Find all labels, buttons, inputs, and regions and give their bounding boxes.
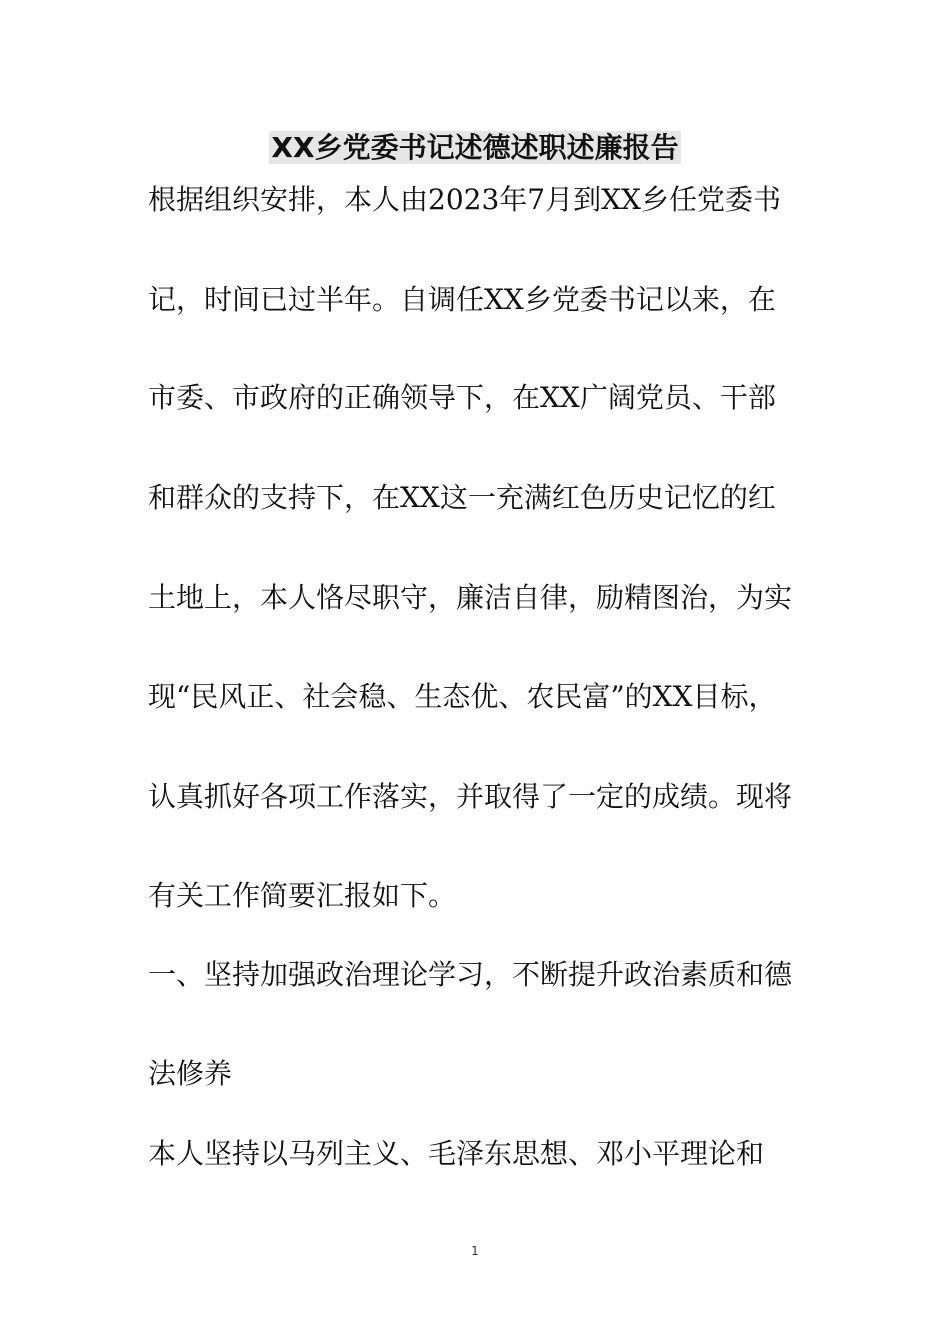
section-heading-line-2: 法修养 (148, 1057, 233, 1090)
body-line-9: 本人坚持以马列主义、毛泽东思想、邓小平理论和 (148, 1137, 765, 1170)
body-line-2: 记，时间已过半年。自调任XX乡党委书记以来，在 (148, 283, 776, 316)
body-line-8: 有关工作简要汇报如下。 (148, 879, 457, 912)
body-line-4: 和群众的支持下，在XX这一充满红色历史记忆的红 (148, 481, 776, 514)
body-line-6: 现“民风正、社会稳、生态优、农民富”的XX目标， (148, 680, 777, 713)
section-heading-line-1: 一、坚持加强政治理论学习，不断提升政治素质和德 (148, 958, 793, 991)
body-line-7: 认真抓好各项工作落实，并取得了一定的成绩。现将 (148, 780, 793, 813)
page-number: 1 (471, 1244, 479, 1258)
body-line-1: 根据组织安排，本人由2023年7月到XX乡任党委书 (148, 183, 781, 216)
body-line-3: 市委、市政府的正确领导下，在XX广阔党员、干部 (148, 381, 776, 414)
document-title-text: XX乡党委书记述德述职述廉报告 (271, 131, 679, 164)
document-title (0, 128, 950, 168)
body-line-5: 土地上，本人恪尽职守，廉洁自律，励精图治，为实 (148, 581, 793, 614)
